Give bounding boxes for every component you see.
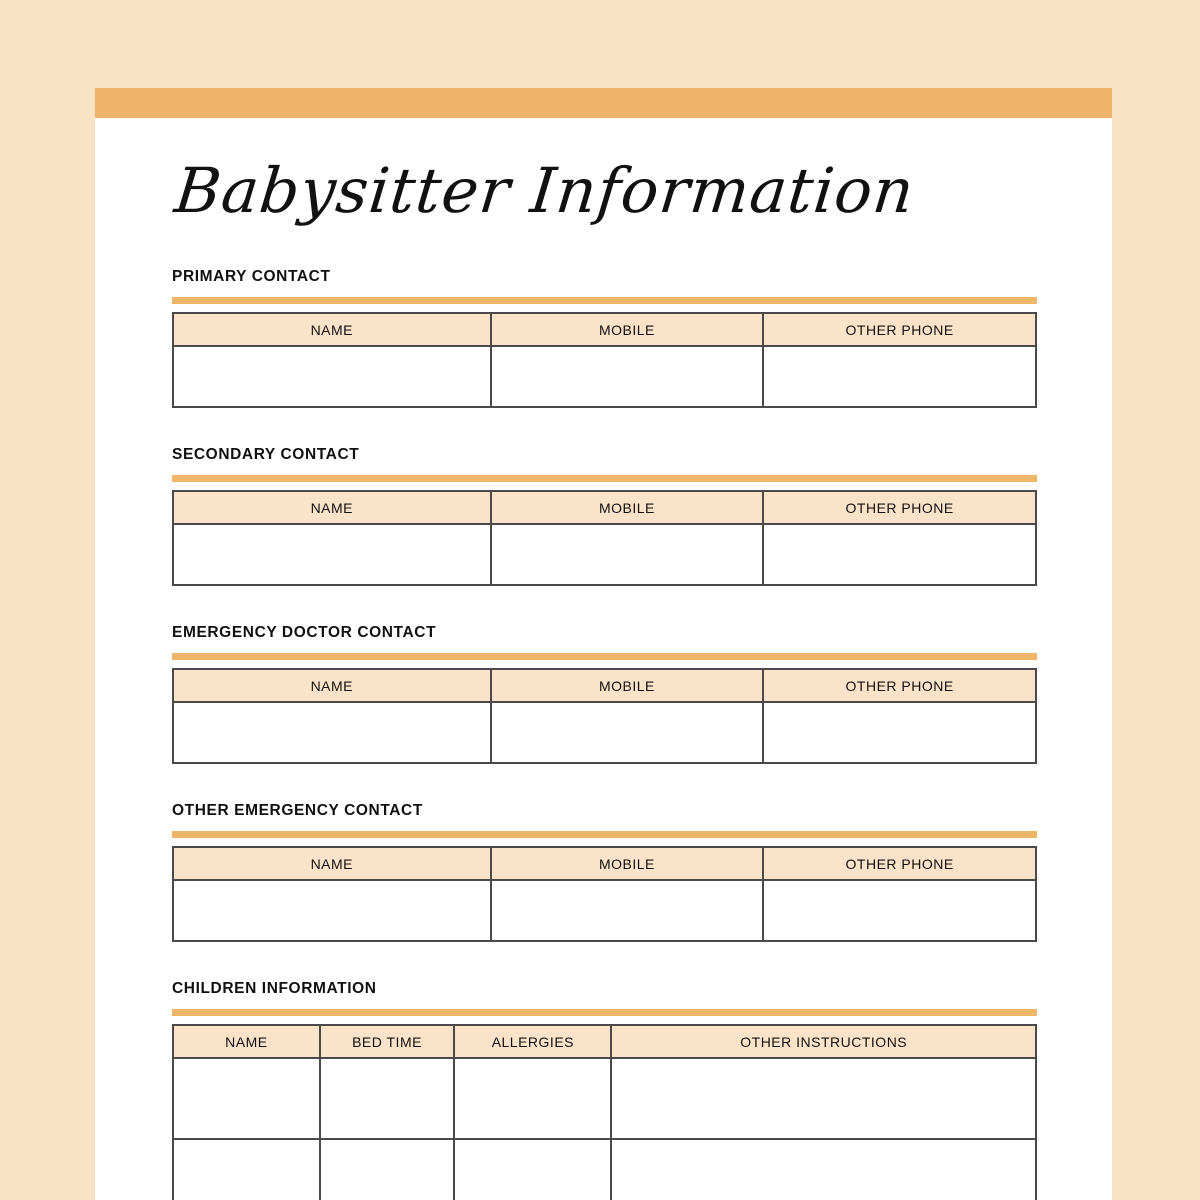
cell-other-phone[interactable] [763,524,1036,585]
page-content [172,118,1037,1200]
cell-mobile[interactable] [491,702,764,763]
column-header-bed-time: BED TIME [320,1025,455,1058]
table-row [173,702,1036,763]
table-row [173,1139,1036,1200]
cell-mobile[interactable] [491,524,764,585]
section-primary-contact [172,268,1037,408]
column-header-name: NAME [173,1025,320,1058]
table-header-row [173,313,1036,346]
cell-name[interactable] [173,346,491,407]
cell-mobile[interactable] [491,880,764,941]
page-top-accent-band [95,88,1112,118]
cell-other-phone[interactable] [763,346,1036,407]
cell-other-instructions[interactable] [611,1058,1036,1139]
section-accent-rule [172,1009,1037,1016]
cell-bed-time[interactable] [320,1139,455,1200]
secondary-contact-table [172,490,1037,586]
cell-name[interactable] [173,1139,320,1200]
children-information-table [172,1024,1037,1200]
emergency-doctor-contact-table [172,668,1037,764]
column-header-name: NAME [173,669,491,702]
section-heading: PRIMARY CONTACT [172,268,331,285]
primary-contact-table [172,312,1037,408]
table-row [173,346,1036,407]
section-heading: EMERGENCY DOCTOR CONTACT [172,624,437,642]
table-header-row [173,1025,1036,1058]
cell-name[interactable] [173,1058,320,1139]
column-header-other-phone: OTHER PHONE [763,491,1036,524]
printable-page-sheet [95,88,1112,1200]
section-accent-rule [172,475,1037,482]
table-header-row [173,669,1036,702]
cell-name[interactable] [173,524,491,585]
section-secondary-contact [172,446,1037,586]
section-heading: CHILDREN INFORMATION [172,980,377,998]
column-header-allergies: ALLERGIES [454,1025,611,1058]
section-emergency-doctor-contact [172,624,1037,764]
section-accent-rule [172,297,1037,304]
table-row [173,880,1036,941]
cell-other-phone[interactable] [763,880,1036,941]
other-emergency-contact-table [172,846,1037,942]
column-header-mobile: MOBILE [491,669,764,702]
cell-mobile[interactable] [491,346,764,407]
column-header-other-phone: OTHER PHONE [763,313,1036,346]
cell-other-instructions[interactable] [611,1139,1036,1200]
section-other-emergency-contact [172,802,1037,942]
table-row [173,524,1036,585]
cell-allergies[interactable] [454,1139,611,1200]
table-header-row [173,491,1036,524]
column-header-name: NAME [173,313,491,346]
column-header-other-instructions: OTHER INSTRUCTIONS [611,1025,1036,1058]
section-accent-rule [172,653,1037,660]
column-header-other-phone: OTHER PHONE [763,847,1036,880]
column-header-mobile: MOBILE [491,491,764,524]
section-accent-rule [172,831,1037,838]
cell-bed-time[interactable] [320,1058,455,1139]
cell-other-phone[interactable] [763,702,1036,763]
page-title: Babysitter Information [171,154,919,227]
column-header-other-phone: OTHER PHONE [763,669,1036,702]
section-heading: OTHER EMERGENCY CONTACT [172,802,423,820]
column-header-name: NAME [173,847,491,880]
table-row [173,1058,1036,1139]
section-children-information [172,980,1037,1200]
column-header-name: NAME [173,491,491,524]
cell-allergies[interactable] [454,1058,611,1139]
cell-name[interactable] [173,702,491,763]
section-heading: SECONDARY CONTACT [172,446,360,464]
cell-name[interactable] [173,880,491,941]
column-header-mobile: MOBILE [491,847,764,880]
column-header-mobile: MOBILE [491,313,764,346]
table-header-row [173,847,1036,880]
